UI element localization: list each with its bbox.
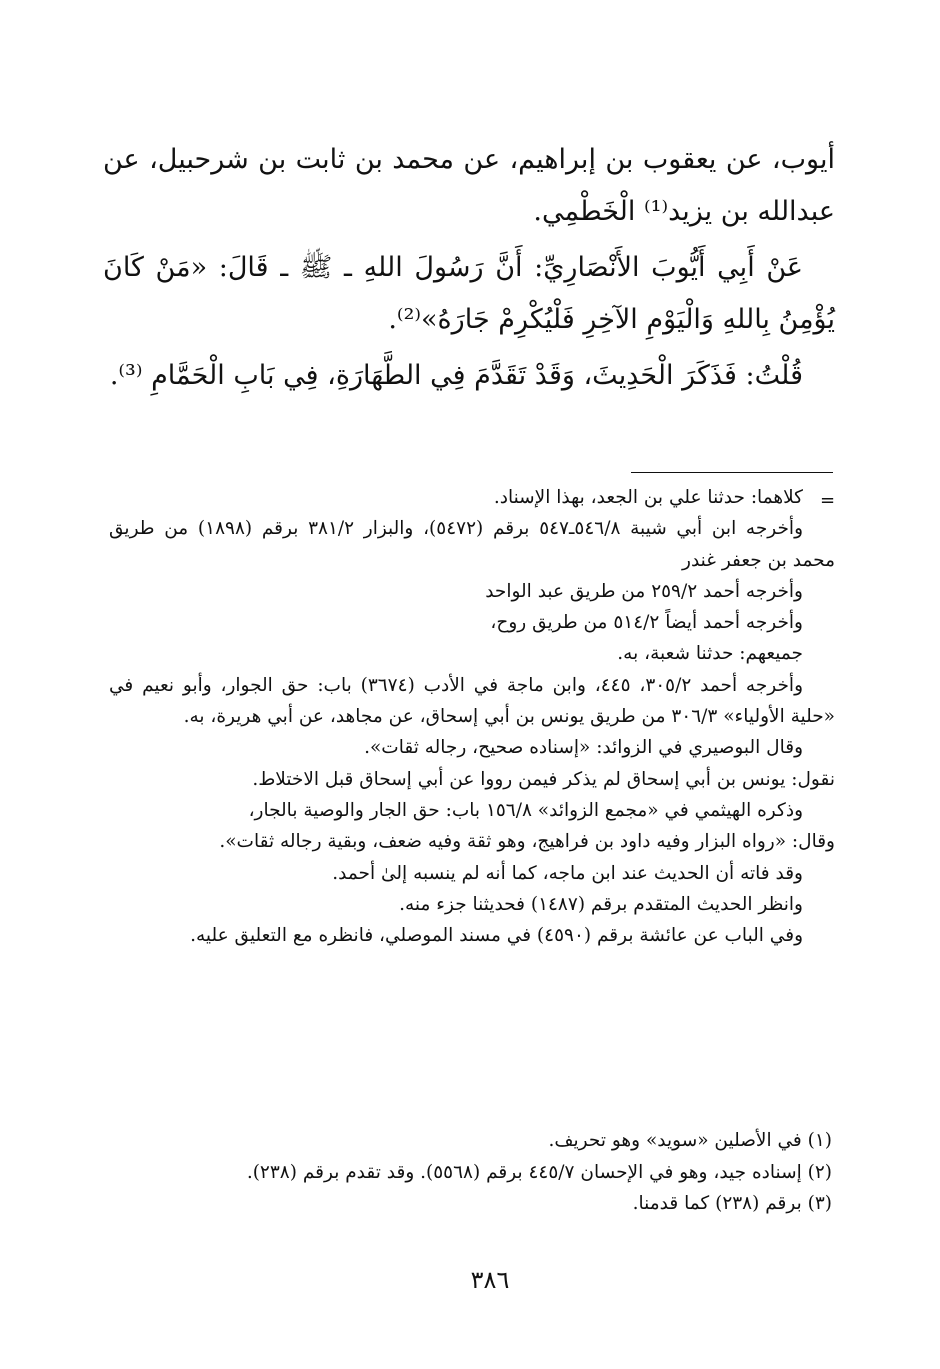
note-line: نقول: يونس بن أبي إسحاق لم يذكر فيمن رووا عن أبي إسحاق قبل الاختلاط. (252, 768, 835, 790)
main-text (103, 134, 835, 406)
page-number (0, 1266, 940, 1294)
note-line: كلاهما: حدثنا علي بن الجعد، بهذا الإسناد. (493, 487, 803, 508)
continuation-mark: = (820, 490, 836, 511)
main-paragraph-3: قُلْتُ: فَذَكَرَ الْحَدِيثَ، وَقَدْ تَقَدَّمَ فِي الطَّهَارَةِ، فِي بَابِ الْحَمَّامِ ⁽³⁾. (109, 360, 803, 391)
page-number-text: ٣٨٦ (470, 1266, 510, 1294)
footnote-1: (١) في الأصلين «سويد» وهو تحريف. (548, 1130, 832, 1151)
footnote-continuation (109, 482, 835, 951)
footnotes (109, 1125, 832, 1220)
note-line: وأخرجه ابن أبي شيبة ٥٤٦/٨ـ٥٤٧ برقم (٥٤٧٢)، والبزار ٣٨١/٢ برقم (١٨٩٨) من طريق محمد بن جعفر غندر (109, 518, 835, 571)
note-line: وذكره الهيثمي في «مجمع الزوائد» ١٥٦/٨ باب: حق الجار والوصية بالجار، (248, 799, 803, 821)
main-paragraph-1: أيوب، عن يعقوب بن إبراهيم، عن محمد بن ثابت بن شرحبيل، عن عبدالله بن يزيد⁽¹⁾ الْخَطْمِي. (103, 144, 835, 227)
note-line: وقد فاته أن الحديث عند ابن ماجه، كما أنه لم ينسبه إلىٰ أحمد. (332, 862, 803, 884)
note-line: وقال البوصيري في الزوائد: «إسناده صحيح، رجاله ثقات». (364, 737, 803, 759)
note-line: وانظر الحديث المتقدم برقم (١٤٨٧) فحديثنا جزء منه. (399, 893, 803, 915)
note-line: وأخرجه أحمد ٣٠٥/٢، ٤٤٥، وابن ماجة في الأدب (٣٦٧٤) باب: حق الجوار، وأبو نعيم في «حلية الأولياء» ٣٠٦/٣ من طريق يونس بن أبي إسحاق، عن مجاهد، عن أبي هريرة، به. (109, 674, 835, 728)
note-line: جميعهم: حدثنا شعبة، به. (617, 643, 803, 665)
note-line: وقال: «رواه البزار وفيه داود بن فراهيج، وهو ثقة وفيه ضعف، وبقية رجاله ثقات». (219, 831, 835, 853)
footnote-2: (٢) إسناده جيد، وهو في الإحسان ٤٤٥/٧ برقم (٥٥٦٨). وقد تقدم برقم (٢٣٨). (246, 1161, 832, 1183)
note-line: وفي الباب عن عائشة برقم (٤٥٩٠) في مسند الموصلي، فانظره مع التعليق عليه. (190, 925, 803, 947)
note-line: وأخرجه أحمد أيضاً ٥١٤/٢ من طريق روح، (490, 612, 803, 634)
hadith-paragraph: عَنْ أَبِي أَيُّوبَ الأَنْصَارِيِّ: أَنَّ رَسُولَ اللهِ ـ ﷺ ـ قَالَ: «مَنْ كَانَ يُؤْمِنُ بِاللهِ وَالْيَوْمِ الآخِرِ فَلْيُكْرِمْ جَارَهُ»⁽²⁾. (103, 252, 835, 335)
note-line: وأخرجه أحمد ٢٥٩/٢ من طريق عبد الواحد (485, 580, 803, 602)
footnote-3: (٣) برقم (٢٣٨) كما قدمنا. (632, 1193, 832, 1214)
footnote-separator (631, 472, 833, 473)
